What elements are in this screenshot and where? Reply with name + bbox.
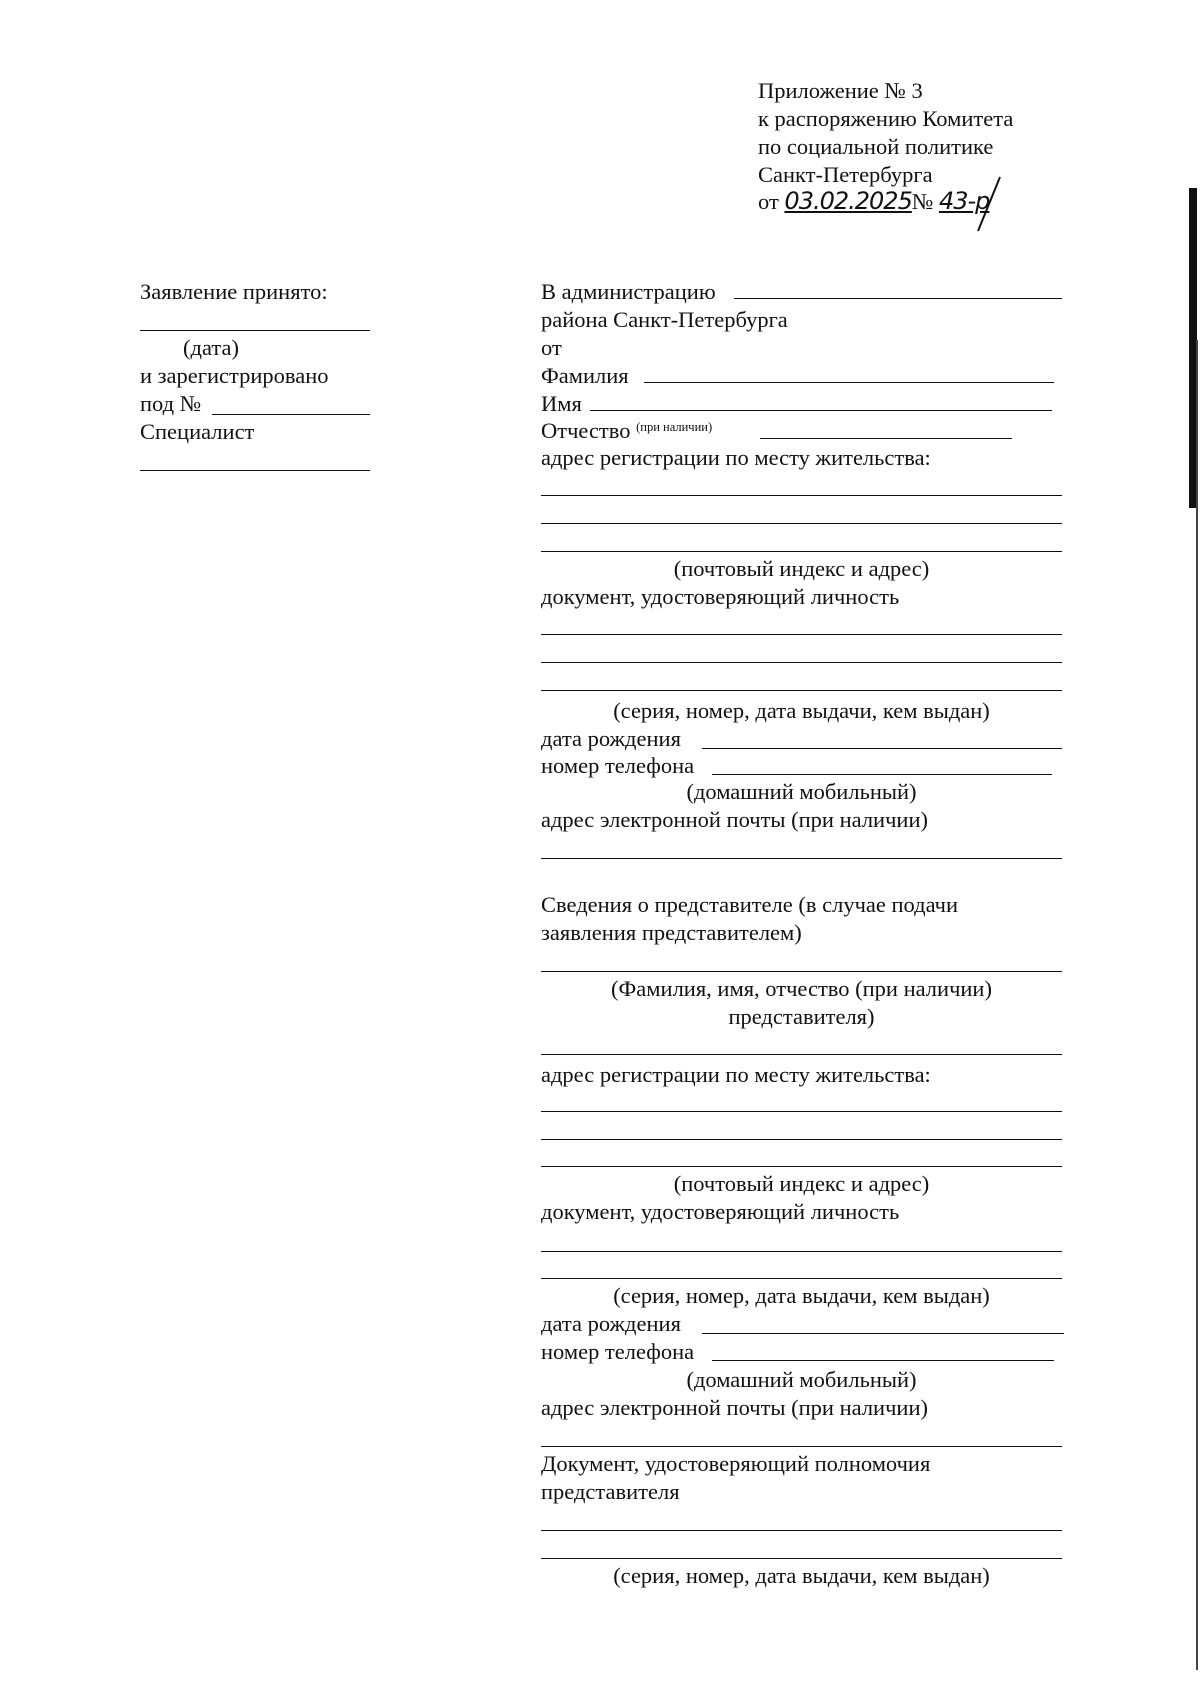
rep-fio-hint-2: представителя)	[728, 1004, 875, 1029]
rep-authority-2: представителя	[541, 1479, 680, 1504]
patronymic-note: (при наличии)	[636, 420, 713, 434]
id-doc-label: документ, удостоверяющий личность	[541, 584, 900, 609]
rep-birth-field[interactable]	[702, 1333, 1064, 1334]
address-field-3[interactable]	[541, 551, 1062, 552]
reception-date-label: (дата)	[183, 335, 239, 360]
address-field-2[interactable]	[541, 523, 1062, 524]
patronymic-text: Отчество	[541, 418, 631, 443]
rep-authority-field-1[interactable]	[541, 1530, 1062, 1531]
header-line-4: Санкт-Петербурга	[758, 162, 933, 187]
header-date-row	[758, 188, 989, 215]
rep-address-label: адрес регистрации по месту жительства:	[541, 1062, 931, 1087]
birth-label: дата рождения	[541, 726, 681, 751]
id-field-2[interactable]	[541, 662, 1062, 663]
surname-field[interactable]	[644, 382, 1054, 383]
postal-hint: (почтовый индекс и адрес)	[673, 556, 930, 581]
patronymic-field[interactable]	[760, 438, 1012, 439]
scan-edge-line	[1196, 340, 1198, 1670]
handwritten-date: 03.02.2025	[784, 187, 912, 215]
rep-id-hint: (серия, номер, дата выдачи, кем выдан)	[613, 1283, 990, 1308]
rep-authority-hint: (серия, номер, дата выдачи, кем выдан)	[613, 1563, 990, 1588]
rep-postal-hint: (почтовый индекс и адрес)	[673, 1171, 930, 1196]
id-field-3[interactable]	[541, 690, 1062, 691]
surname-label: Фамилия	[541, 363, 629, 388]
address-label: адрес регистрации по месту жительства:	[541, 445, 931, 470]
header-no-sign: №	[911, 189, 934, 214]
reception-registered: и зарегистрировано	[140, 363, 329, 388]
rep-id-field-1[interactable]	[541, 1251, 1062, 1252]
rep-phone-label: номер телефона	[541, 1339, 695, 1364]
rep-address-field-1[interactable]	[541, 1111, 1062, 1112]
id-hint: (серия, номер, дата выдачи, кем выдан)	[613, 698, 990, 723]
rep-phone-hint: (домашний мобильный)	[686, 1367, 917, 1392]
reception-title: Заявление принято:	[140, 279, 328, 304]
registration-number-field[interactable]	[212, 414, 370, 415]
phone-hint: (домашний мобильный)	[686, 779, 917, 804]
patronymic-label	[541, 417, 712, 444]
phone-label: номер телефона	[541, 753, 695, 778]
rep-authority-field-2[interactable]	[541, 1558, 1062, 1559]
specialist-field[interactable]	[140, 470, 370, 471]
admin-field[interactable]	[734, 298, 1062, 299]
header-ot: от	[758, 189, 779, 214]
header-line-1: Приложение № 3	[758, 78, 923, 103]
rep-id-field-2[interactable]	[541, 1278, 1062, 1279]
rep-intro-1: Сведения о представителе (в случае подачи	[541, 892, 959, 917]
rep-email-label: адрес электронной почты (при наличии)	[541, 1395, 928, 1420]
rep-authority-1: Документ, удостоверяющий полномочия	[541, 1451, 931, 1476]
email-field[interactable]	[541, 858, 1062, 859]
from-label: от	[541, 335, 562, 360]
phone-field[interactable]	[712, 774, 1052, 775]
address-field-1[interactable]	[541, 495, 1062, 496]
name-field[interactable]	[590, 410, 1052, 411]
reception-under-no: под №	[140, 391, 202, 416]
rep-address-field-3[interactable]	[541, 1166, 1062, 1167]
rep-id-doc-label: документ, удостоверяющий личность	[541, 1199, 900, 1224]
header-line-3: по социальной политике	[758, 134, 994, 159]
to-admin-label: В администрацию	[541, 279, 716, 304]
id-field-1[interactable]	[541, 634, 1062, 635]
rep-email-field[interactable]	[541, 1446, 1062, 1447]
reception-specialist: Специалист	[140, 419, 255, 444]
rep-fio-field[interactable]	[541, 971, 1062, 972]
birth-field[interactable]	[702, 748, 1062, 749]
rep-address-field-2[interactable]	[541, 1139, 1062, 1140]
rep-intro-2: заявления представителем)	[541, 920, 802, 945]
reception-date-field[interactable]	[140, 330, 370, 331]
district-label: района Санкт-Петербурга	[541, 307, 788, 332]
rep-phone-field[interactable]	[712, 1360, 1054, 1361]
rep-birth-label: дата рождения	[541, 1311, 681, 1336]
handwritten-number: 43-р	[938, 187, 990, 215]
name-label: Имя	[541, 391, 582, 416]
rep-fio-hint-1: (Фамилия, имя, отчество (при наличии)	[611, 976, 992, 1001]
header-line-2: к распоряжению Комитета	[758, 106, 1014, 131]
email-label: адрес электронной почты (при наличии)	[541, 807, 928, 832]
signature-stroke	[970, 175, 1010, 235]
rep-fio-field-2[interactable]	[541, 1054, 1062, 1055]
